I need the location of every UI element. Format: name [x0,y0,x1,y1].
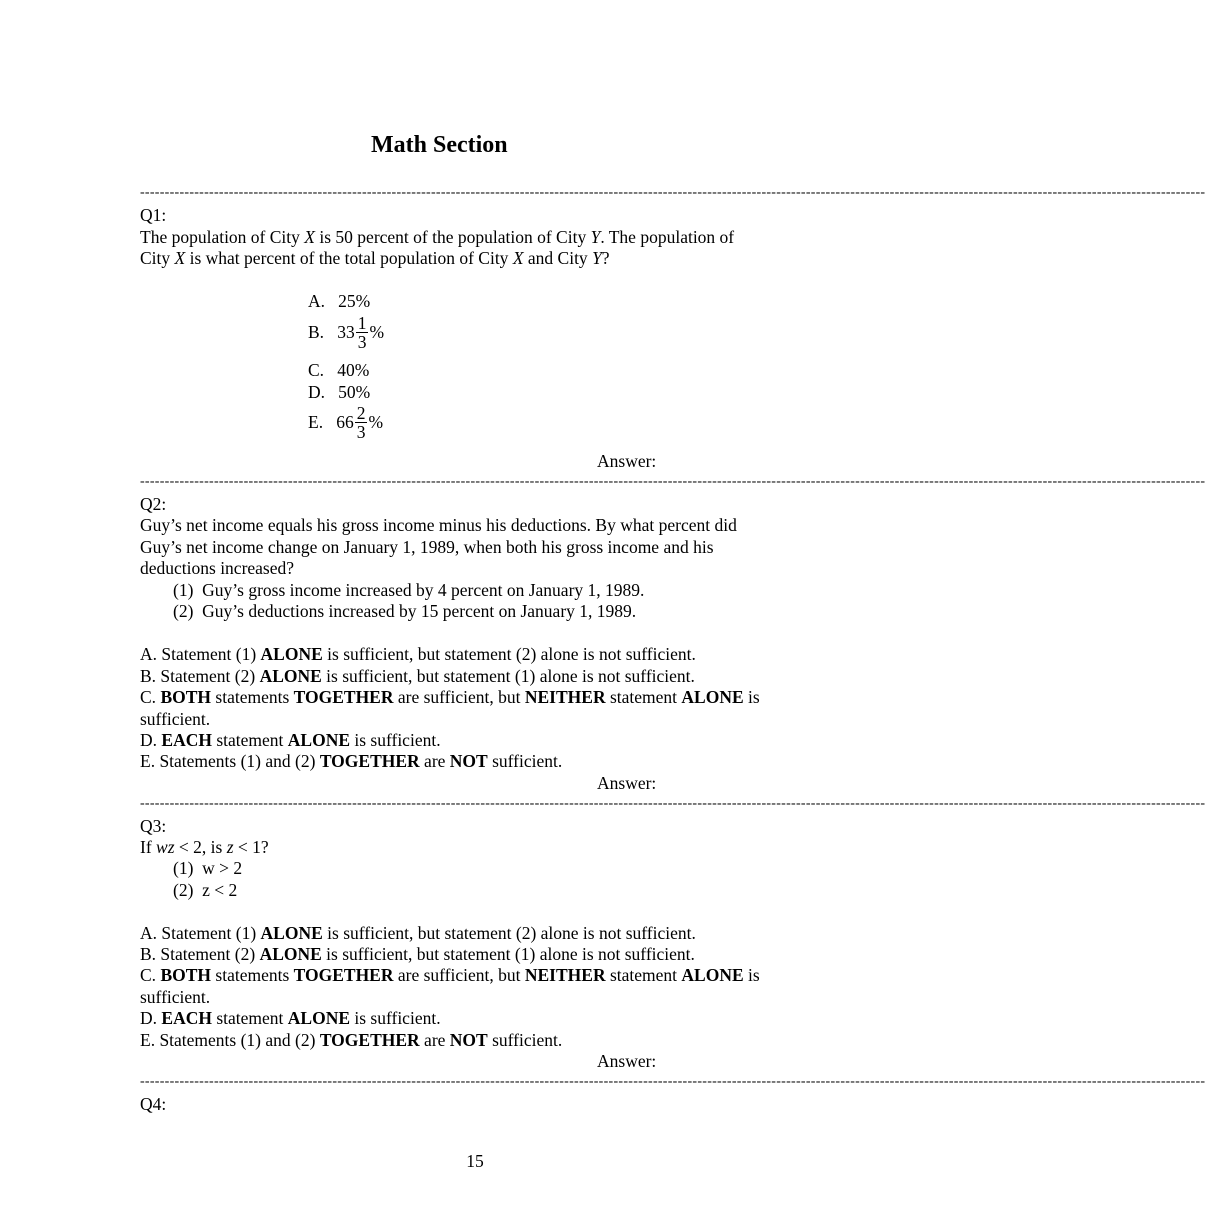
q1-option-d[interactable]: D. 50% [308,382,371,402]
q1-stem-line-1: The population of City X is 50 percent of the population of City Y. The population of [140,227,735,247]
q2-stem-line-3: deductions increased? [140,558,295,578]
separator-line: ------------------------------------------------------------------------------------------------------------------------------------------------------------------------------------------------------------------------ [140,474,1205,489]
q3-label: Q3: [140,816,167,836]
q2-choice-b[interactable]: B. Statement (2) ALONE is sufficient, but statement (1) alone is not sufficient. [140,666,695,686]
q2-choice-c[interactable]: C. BOTH statements TOGETHER are sufficient, but NEITHER statement ALONE is [140,687,760,707]
q2-choice-a[interactable]: A. Statement (1) ALONE is sufficient, but statement (2) alone is not sufficient. [140,644,696,664]
q3-choice-c[interactable]: C. BOTH statements TOGETHER are sufficient, but NEITHER statement ALONE is [140,965,760,985]
q1-stem-line-2: City X is what percent of the total population of City X and City Y? [140,248,610,268]
page-title: Math Section [371,132,508,158]
q1-option-c[interactable]: C. 40% [308,360,370,380]
q2-answer-label: Answer: [597,773,657,793]
q2-choice-c-continued: sufficient. [140,709,211,729]
q3-choice-d[interactable]: D. EACH statement ALONE is sufficient. [140,1008,441,1028]
q2-choice-e[interactable]: E. Statements (1) and (2) TOGETHER are NOT sufficient. [140,751,563,771]
separator-line: ------------------------------------------------------------------------------------------------------------------------------------------------------------------------------------------------------------------------ [140,1074,1205,1089]
q2-statement-1: (1) Guy’s gross income increased by 4 percent on January 1, 1989. [173,580,645,600]
q1-option-e[interactable]: E. 66 $\frac{2}{3}$ % [308,403,384,442]
fraction-two-thirds: $\frac{2}{3}$ [356,403,366,442]
separator-line: ------------------------------------------------------------------------------------------------------------------------------------------------------------------------------------------------------------------------ [140,796,1205,811]
q2-stem-line-1: Guy’s net income equals his gross income minus his deductions. By what percent did [140,515,737,535]
separator-line: ------------------------------------------------------------------------------------------------------------------------------------------------------------------------------------------------------------------------ [140,185,1205,200]
q3-stem: If wz < 2, is z < 1? [140,837,269,857]
q3-choice-b[interactable]: B. Statement (2) ALONE is sufficient, but statement (1) alone is not sufficient. [140,944,695,964]
q3-statement-1: (1) w > 2 [173,858,243,878]
q3-choice-c-continued: sufficient. [140,987,211,1007]
q3-statement-2: (2) z < 2 [173,880,238,900]
q3-choice-a[interactable]: A. Statement (1) ALONE is sufficient, but statement (2) alone is not sufficient. [140,923,696,943]
q1-label: Q1: [140,205,167,225]
q4-label: Q4: [140,1094,167,1114]
q3-choice-e[interactable]: E. Statements (1) and (2) TOGETHER are NOT sufficient. [140,1030,563,1050]
page-number: 15 [466,1151,484,1171]
q2-stem-line-2: Guy’s net income change on January 1, 1989, when both his gross income and his [140,537,714,557]
fraction-one-third: $\frac{1}{3}$ [357,313,367,352]
q1-answer-label: Answer: [597,451,657,471]
q2-label: Q2: [140,494,167,514]
q1-option-a[interactable]: A. 25% [308,291,371,311]
q2-statement-2: (2) Guy’s deductions increased by 15 percent on January 1, 1989. [173,601,637,621]
q3-answer-label: Answer: [597,1051,657,1071]
q1-option-b[interactable]: B. 33 $\frac{1}{3}$ % [308,313,385,352]
q2-choice-d[interactable]: D. EACH statement ALONE is sufficient. [140,730,441,750]
